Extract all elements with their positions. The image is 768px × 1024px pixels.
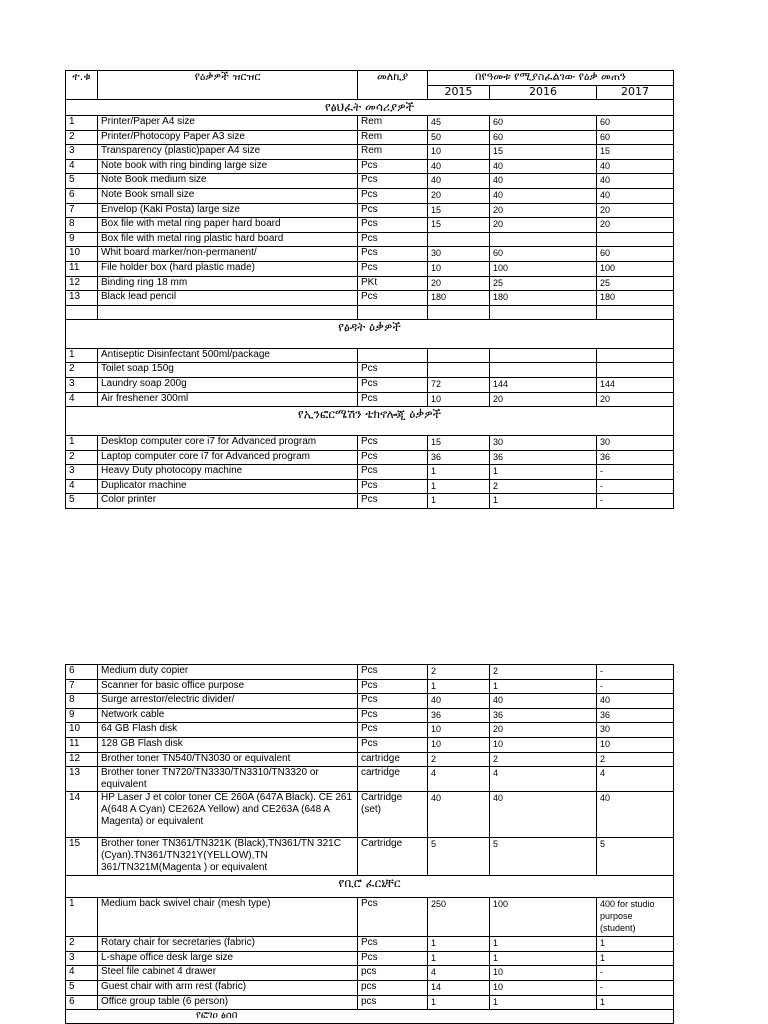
item-description: Heavy Duty photocopy machine — [98, 465, 358, 480]
unit: Pcs — [358, 898, 428, 937]
row-number: 14 — [66, 792, 98, 838]
table-row — [66, 276, 674, 291]
qty-2017: 60 — [597, 247, 674, 262]
row-number: 12 — [66, 752, 98, 767]
qty-2015 — [428, 363, 490, 378]
row-number: 2 — [66, 937, 98, 952]
qty-2016: 1 — [490, 937, 597, 952]
col-item-header: የዕቃዎች ዝርዝር — [98, 71, 358, 100]
unit: Rem — [358, 116, 428, 131]
row-number: 2 — [66, 130, 98, 145]
row-number: 2 — [66, 363, 98, 378]
qty-2015: 30 — [428, 247, 490, 262]
qty-2015: 2 — [428, 665, 490, 680]
footer-text: የፎገዐ ፅሰበ — [66, 1010, 674, 1024]
unit: PKt — [358, 276, 428, 291]
table-row — [66, 752, 674, 767]
unit: Pcs — [358, 465, 428, 480]
row-number: 8 — [66, 218, 98, 233]
qty-2016 — [490, 232, 597, 247]
unit: Cartridge (set) — [358, 792, 428, 838]
item-description: 64 GB Flash disk — [98, 723, 358, 738]
table-row — [66, 348, 674, 363]
qty-2016: 2 — [490, 752, 597, 767]
unit: Pcs — [358, 479, 428, 494]
requirements-table-page-1 — [65, 70, 674, 509]
table-row — [66, 723, 674, 738]
row-number: 9 — [66, 708, 98, 723]
qty-2017: 20 — [597, 218, 674, 233]
qty-2016: 20 — [490, 218, 597, 233]
unit: Pcs — [358, 708, 428, 723]
item-description: Antiseptic Disinfectant 500ml/package — [98, 348, 358, 363]
qty-2015: 10 — [428, 392, 490, 407]
qty-2016: 10 — [490, 737, 597, 752]
qty-2017: 30 — [597, 723, 674, 738]
unit: Pcs — [358, 363, 428, 378]
row-number: 4 — [66, 479, 98, 494]
section-header-row — [66, 100, 674, 116]
qty-2015: 40 — [428, 792, 490, 838]
table-row — [66, 261, 674, 276]
qty-2015: 50 — [428, 130, 490, 145]
qty-2015: 1 — [428, 479, 490, 494]
qty-2017 — [597, 232, 674, 247]
item-description: Printer/Paper A4 size — [98, 116, 358, 131]
qty-2017: - — [597, 494, 674, 509]
qty-2016: 20 — [490, 392, 597, 407]
item-description: Steel file cabinet 4 drawer — [98, 966, 358, 981]
qty-2016: 60 — [490, 116, 597, 131]
item-description: Note Book medium size — [98, 174, 358, 189]
col-qty-header: በየዓመቱ የሚያስፈልገው የዕቃ መጠን — [428, 71, 674, 86]
row-number: 10 — [66, 247, 98, 262]
unit: Pcs — [358, 665, 428, 680]
unit: Pcs — [358, 951, 428, 966]
table-row — [66, 995, 674, 1010]
table-row — [66, 247, 674, 262]
qty-2016: 1 — [490, 951, 597, 966]
qty-2016: 10 — [490, 980, 597, 995]
unit: Pcs — [358, 694, 428, 709]
section-header-row — [66, 407, 674, 436]
unit — [358, 348, 428, 363]
year-2015-header: 2015 — [428, 86, 490, 100]
row-number: 13 — [66, 291, 98, 306]
section-header-row — [66, 876, 674, 898]
section-header-row — [66, 319, 674, 348]
qty-2016: 100 — [490, 898, 597, 937]
section-title: የፅህፈት መሳሪያዎች — [66, 100, 674, 116]
table-row — [66, 203, 674, 218]
qty-2015: 20 — [428, 188, 490, 203]
table-row — [66, 737, 674, 752]
qty-2017: - — [597, 465, 674, 480]
unit: Rem — [358, 145, 428, 160]
row-number: 5 — [66, 174, 98, 189]
qty-2017: 60 — [597, 116, 674, 131]
row-number: 11 — [66, 261, 98, 276]
item-description: Desktop computer core i7 for Advanced program — [98, 436, 358, 451]
item-description: Box file with metal ring plastic hard board — [98, 232, 358, 247]
qty-2016: 40 — [490, 159, 597, 174]
qty-2015: 1 — [428, 465, 490, 480]
item-description: Laundry soap 200g — [98, 377, 358, 392]
qty-2015: 40 — [428, 694, 490, 709]
qty-2015: 1 — [428, 494, 490, 509]
item-description: Laptop computer core i7 for Advanced program — [98, 450, 358, 465]
qty-2016: 30 — [490, 436, 597, 451]
qty-2015: 45 — [428, 116, 490, 131]
table-row — [66, 116, 674, 131]
blank-cell — [428, 305, 490, 319]
unit: pcs — [358, 995, 428, 1010]
item-description: 128 GB Flash disk — [98, 737, 358, 752]
qty-2017: 1 — [597, 951, 674, 966]
table-row — [66, 392, 674, 407]
row-number: 5 — [66, 494, 98, 509]
qty-2015: 72 — [428, 377, 490, 392]
qty-2017: 20 — [597, 203, 674, 218]
section-title: የቢሮ ፈርኒቸር — [66, 876, 674, 898]
table-row — [66, 363, 674, 378]
qty-2015: 4 — [428, 966, 490, 981]
qty-2015: 40 — [428, 174, 490, 189]
blank-cell — [597, 305, 674, 319]
qty-2017: 60 — [597, 130, 674, 145]
item-description: Envelop (Kaki Posta) large size — [98, 203, 358, 218]
table-row — [66, 665, 674, 680]
row-number: 3 — [66, 951, 98, 966]
unit: Pcs — [358, 203, 428, 218]
row-number: 1 — [66, 898, 98, 937]
qty-2017: 40 — [597, 792, 674, 838]
item-description: Air freshener 300ml — [98, 392, 358, 407]
qty-2017: - — [597, 479, 674, 494]
qty-2016: 180 — [490, 291, 597, 306]
item-description: Black lead pencil — [98, 291, 358, 306]
qty-2016: 4 — [490, 767, 597, 792]
qty-2015 — [428, 348, 490, 363]
table-row — [66, 898, 674, 937]
qty-2016: 5 — [490, 838, 597, 876]
table-row — [66, 188, 674, 203]
item-description: Brother toner TN540/TN3030 or equivalent — [98, 752, 358, 767]
qty-2015: 40 — [428, 159, 490, 174]
row-number: 10 — [66, 723, 98, 738]
qty-2015: 15 — [428, 436, 490, 451]
item-description: Brother toner TN361/TN321K (Black),TN361/TN 321C (Cyan).TN361/TN321Y(YELLOW),TN 361/TN321M(Magenta ) or equivalent — [98, 838, 358, 876]
qty-2015: 1 — [428, 937, 490, 952]
unit: Pcs — [358, 247, 428, 262]
table-row — [66, 159, 674, 174]
qty-2017: - — [597, 665, 674, 680]
qty-2016: 1 — [490, 679, 597, 694]
qty-2017: 40 — [597, 188, 674, 203]
item-description: Box file with metal ring paper hard board — [98, 218, 358, 233]
qty-2016: 144 — [490, 377, 597, 392]
header-row — [66, 71, 674, 86]
blank-cell — [98, 305, 358, 319]
qty-2015: 10 — [428, 261, 490, 276]
qty-2016: 40 — [490, 694, 597, 709]
row-number: 6 — [66, 995, 98, 1010]
item-description: Toilet soap 150g — [98, 363, 358, 378]
qty-2017: - — [597, 966, 674, 981]
item-description: Surge arrestor/electric divider/ — [98, 694, 358, 709]
qty-2017: 10 — [597, 737, 674, 752]
unit: Pcs — [358, 436, 428, 451]
unit: pcs — [358, 980, 428, 995]
qty-2017: 40 — [597, 174, 674, 189]
qty-2015: 180 — [428, 291, 490, 306]
row-number: 1 — [66, 436, 98, 451]
qty-2016: 2 — [490, 479, 597, 494]
qty-2015: 1 — [428, 951, 490, 966]
qty-2016: 20 — [490, 723, 597, 738]
table-body — [66, 665, 674, 1024]
unit: Pcs — [358, 159, 428, 174]
item-description: Rotary chair for secretaries (fabric) — [98, 937, 358, 952]
table-row — [66, 130, 674, 145]
table-row — [66, 937, 674, 952]
qty-2015 — [428, 232, 490, 247]
item-description: Scanner for basic office purpose — [98, 679, 358, 694]
unit: pcs — [358, 966, 428, 981]
unit: Cartridge — [358, 838, 428, 876]
qty-2015: 14 — [428, 980, 490, 995]
item-description: Duplicator machine — [98, 479, 358, 494]
qty-2016: 20 — [490, 203, 597, 218]
table-row — [66, 980, 674, 995]
item-description: Note Book small size — [98, 188, 358, 203]
table-row — [66, 494, 674, 509]
item-description: Note book with ring binding large size — [98, 159, 358, 174]
table-row — [66, 450, 674, 465]
qty-2017: - — [597, 679, 674, 694]
unit: Pcs — [358, 232, 428, 247]
item-description: File holder box (hard plastic made) — [98, 261, 358, 276]
table-row — [66, 291, 674, 306]
item-description: HP Laser J et color toner CE 260A (647A Black). CE 261 A(648 A Cyan) CE262A Yellow) and CE263A (648 A Magenta) or equivalent — [98, 792, 358, 838]
row-number: 3 — [66, 465, 98, 480]
qty-2015: 1 — [428, 679, 490, 694]
row-number: 5 — [66, 980, 98, 995]
qty-2015: 2 — [428, 752, 490, 767]
qty-2015: 15 — [428, 218, 490, 233]
qty-2016: 1 — [490, 465, 597, 480]
table-row — [66, 951, 674, 966]
qty-2017: 400 for studio purpose (student) — [597, 898, 674, 937]
item-description: Color printer — [98, 494, 358, 509]
qty-2016: 40 — [490, 174, 597, 189]
table-row — [66, 174, 674, 189]
row-number: 4 — [66, 159, 98, 174]
section-title: የኢንፎርሜሽን ቴክኖሎጂ ዕቃዎች — [66, 407, 674, 436]
unit: cartridge — [358, 752, 428, 767]
row-number: 8 — [66, 694, 98, 709]
item-description: Guest chair with arm rest (fabric) — [98, 980, 358, 995]
item-description: Transparency (plastic)paper A4 size — [98, 145, 358, 160]
table-row — [66, 465, 674, 480]
table-row — [66, 436, 674, 451]
qty-2017: 1 — [597, 937, 674, 952]
row-number: 13 — [66, 767, 98, 792]
item-description: Whit board marker/non-permanent/ — [98, 247, 358, 262]
qty-2015: 10 — [428, 723, 490, 738]
blank-cell — [490, 305, 597, 319]
unit: Pcs — [358, 937, 428, 952]
qty-2017: 36 — [597, 450, 674, 465]
qty-2017 — [597, 363, 674, 378]
qty-2017: 4 — [597, 767, 674, 792]
table-row — [66, 694, 674, 709]
row-number: 3 — [66, 145, 98, 160]
unit: Pcs — [358, 188, 428, 203]
item-description: Medium back swivel chair (mesh type) — [98, 898, 358, 937]
row-number: 4 — [66, 392, 98, 407]
qty-2017: 30 — [597, 436, 674, 451]
unit: Pcs — [358, 737, 428, 752]
col-unit-header: መለኪያ — [358, 71, 428, 100]
table-row — [66, 232, 674, 247]
qty-2016: 36 — [490, 708, 597, 723]
qty-2016: 1 — [490, 494, 597, 509]
item-description: Brother toner TN720/TN3330/TN3310/TN3320 or equivalent — [98, 767, 358, 792]
qty-2017: 100 — [597, 261, 674, 276]
item-description: Printer/Photocopy Paper A3 size — [98, 130, 358, 145]
qty-2017: 1 — [597, 995, 674, 1010]
qty-2017: 144 — [597, 377, 674, 392]
qty-2016: 2 — [490, 665, 597, 680]
item-description: Medium duty copier — [98, 665, 358, 680]
qty-2016: 60 — [490, 247, 597, 262]
row-number: 7 — [66, 203, 98, 218]
qty-2017: 2 — [597, 752, 674, 767]
item-description: Office group table (6 person) — [98, 995, 358, 1010]
row-number: 2 — [66, 450, 98, 465]
row-number: 9 — [66, 232, 98, 247]
section-title: የፅዳት ዕቃዎች — [66, 319, 674, 348]
qty-2017: 180 — [597, 291, 674, 306]
table-row — [66, 218, 674, 233]
table-row — [66, 767, 674, 792]
unit: Rem — [358, 130, 428, 145]
qty-2017: - — [597, 980, 674, 995]
table-row — [66, 708, 674, 723]
blank-cell — [66, 305, 98, 319]
table-body — [66, 71, 674, 509]
qty-2017: 40 — [597, 159, 674, 174]
row-number: 3 — [66, 377, 98, 392]
qty-2016: 40 — [490, 792, 597, 838]
qty-2016: 15 — [490, 145, 597, 160]
qty-2016: 36 — [490, 450, 597, 465]
unit: Pcs — [358, 723, 428, 738]
qty-2016 — [490, 363, 597, 378]
row-number: 4 — [66, 966, 98, 981]
qty-2015: 5 — [428, 838, 490, 876]
footer-row — [66, 1010, 674, 1024]
table-row — [66, 145, 674, 160]
qty-2016: 40 — [490, 188, 597, 203]
unit: Pcs — [358, 377, 428, 392]
item-description: Binding ring 18 mm — [98, 276, 358, 291]
qty-2016: 25 — [490, 276, 597, 291]
table-row — [66, 479, 674, 494]
qty-2015: 15 — [428, 203, 490, 218]
unit: Pcs — [358, 679, 428, 694]
unit: Pcs — [358, 261, 428, 276]
year-2017-header: 2017 — [597, 86, 674, 100]
unit: cartridge — [358, 767, 428, 792]
table-row — [66, 792, 674, 838]
table-row — [66, 377, 674, 392]
requirements-table-page-2 — [65, 664, 674, 1024]
item-description: L-shape office desk large size — [98, 951, 358, 966]
unit: Pcs — [358, 450, 428, 465]
qty-2015: 10 — [428, 145, 490, 160]
qty-2015: 250 — [428, 898, 490, 937]
unit: Pcs — [358, 174, 428, 189]
unit: Pcs — [358, 392, 428, 407]
year-2016-header: 2016 — [490, 86, 597, 100]
row-number: 1 — [66, 116, 98, 131]
qty-2016 — [490, 348, 597, 363]
qty-2015: 20 — [428, 276, 490, 291]
qty-2016: 1 — [490, 995, 597, 1010]
qty-2015: 36 — [428, 450, 490, 465]
table-row — [66, 838, 674, 876]
qty-2015: 1 — [428, 995, 490, 1010]
unit: Pcs — [358, 494, 428, 509]
qty-2017: 20 — [597, 392, 674, 407]
row-number: 6 — [66, 188, 98, 203]
qty-2017: 40 — [597, 694, 674, 709]
table-row — [66, 679, 674, 694]
blank-row — [66, 305, 674, 319]
blank-cell — [358, 305, 428, 319]
row-number: 15 — [66, 838, 98, 876]
qty-2017: 5 — [597, 838, 674, 876]
qty-2015: 10 — [428, 737, 490, 752]
row-number: 1 — [66, 348, 98, 363]
row-number: 12 — [66, 276, 98, 291]
col-no-header: ተ.ቁ — [66, 71, 98, 100]
qty-2016: 60 — [490, 130, 597, 145]
row-number: 7 — [66, 679, 98, 694]
table-row — [66, 966, 674, 981]
qty-2017: 36 — [597, 708, 674, 723]
row-number: 11 — [66, 737, 98, 752]
qty-2016: 10 — [490, 966, 597, 981]
unit: Pcs — [358, 291, 428, 306]
qty-2017: 15 — [597, 145, 674, 160]
item-description: Network cable — [98, 708, 358, 723]
qty-2017: 25 — [597, 276, 674, 291]
row-number: 6 — [66, 665, 98, 680]
qty-2015: 36 — [428, 708, 490, 723]
unit: Pcs — [358, 218, 428, 233]
qty-2016: 100 — [490, 261, 597, 276]
qty-2015: 4 — [428, 767, 490, 792]
qty-2017 — [597, 348, 674, 363]
